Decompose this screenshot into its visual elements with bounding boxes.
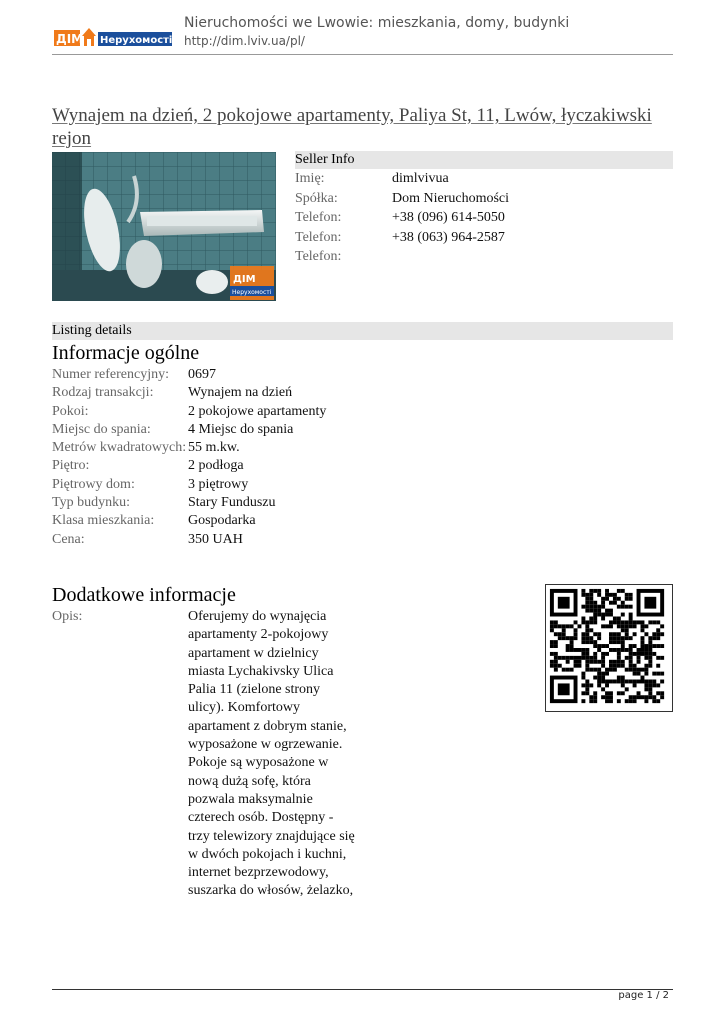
description-text: Oferujemy do wynajęcia apartamenty 2-pokojowy apartament w dzielnicy miasta Lychakivsky Ulica Palia 11 (zielone strony ulicy). Komfortowy apartament z dobrym stanie, wyposażone w ogrzewanie. Pokoje są wyposażone w nową dużą sofę, która pozwala maksymalnie czterech osób. Dostępny - trzy telewizory znajdujące się w dwóch pokojach i kuchni, internet bezprzewodowy, suszarka do włosów, żelazko, [188, 609, 355, 899]
footer-divider [52, 989, 673, 990]
detail-value: 55 m.kw. [188, 440, 240, 456]
seller-label: Telefon: [295, 229, 342, 245]
seller-label: Telefon: [295, 249, 342, 264]
detail-row [52, 531, 452, 549]
listing-details-heading: Listing details [52, 322, 673, 340]
detail-value: 3 piętrowy [188, 476, 249, 492]
detail-value: 2 podłoga [188, 458, 244, 474]
seller-phone-2[interactable]: +38 (063) 964-2587 [392, 229, 505, 245]
qr-code-icon[interactable] [545, 584, 673, 712]
detail-label: Cena: [52, 531, 85, 547]
listing-photo[interactable] [52, 152, 276, 301]
detail-row [52, 457, 452, 475]
seller-label: Imię: [295, 171, 325, 186]
site-title: Nieruchomości we Lwowie: mieszkania, domy, budynki [184, 15, 570, 31]
seller-name: dimlvivua [392, 171, 449, 186]
detail-label: Typ budynku: [52, 495, 130, 511]
detail-value: 4 Miejsc do spania [188, 421, 294, 437]
detail-label: Metrów kwadratowych: [52, 440, 187, 456]
details-table [52, 366, 452, 549]
detail-row [52, 476, 452, 494]
site-url[interactable]: http://dim.lviv.ua/pl/ [184, 34, 305, 48]
listing-title-link[interactable]: Wynajem na dzień, 2 pokojowe apartamenty, Paliya St, 11, Lwów, łyczakiwski rejon [52, 105, 652, 149]
detail-label: Rodzaj transakcji: [52, 385, 154, 401]
detail-label: Numer referencyjny: [52, 367, 169, 382]
seller-label: Spółka: [295, 190, 338, 206]
seller-label: Telefon: [295, 210, 342, 225]
seller-row [295, 228, 673, 248]
seller-row [295, 189, 673, 209]
detail-label: Piętrowy dom: [52, 476, 135, 492]
page-number: page 1 / 2 [618, 990, 669, 1001]
svg-text:Нерухомості: Нерухомості [100, 35, 172, 46]
detail-row [52, 494, 452, 512]
seller-row [295, 208, 673, 228]
site-logo[interactable] [54, 24, 172, 48]
svg-text:ДІМ: ДІМ [233, 274, 256, 285]
detail-value: 0697 [188, 367, 216, 382]
detail-price: 350 UAH [188, 531, 243, 547]
seller-info [295, 151, 673, 267]
detail-label: Piętro: [52, 458, 90, 474]
detail-value: Gospodarka [188, 513, 256, 529]
detail-row [52, 384, 452, 402]
detail-value: Wynajem na dzień [188, 385, 293, 401]
additional-info-heading: Dodatkowe informacje [52, 584, 236, 606]
detail-row [52, 512, 452, 530]
header-divider [52, 54, 673, 55]
seller-row [295, 169, 673, 189]
detail-label: Pokoi: [52, 403, 89, 419]
detail-row [52, 366, 452, 384]
detail-label: Miejsc do spania: [52, 421, 151, 437]
bathroom-photo-icon [52, 152, 276, 301]
seller-phone-1[interactable]: +38 (096) 614-5050 [392, 210, 505, 225]
svg-text:ДІМ: ДІМ [56, 32, 84, 46]
general-info-heading: Informacje ogólne [52, 342, 200, 364]
seller-info-heading: Seller Info [295, 151, 673, 169]
description-label: Opis: [52, 609, 83, 624]
seller-company: Dom Nieruchomości [392, 190, 510, 206]
svg-text:Нерухомості: Нерухомості [232, 289, 272, 296]
detail-value: 2 pokojowe apartamenty [188, 403, 327, 419]
detail-row [52, 421, 452, 439]
detail-label: Klasa mieszkania: [52, 513, 155, 529]
detail-value: Stary Funduszu [188, 495, 276, 511]
seller-row [295, 247, 673, 267]
detail-row [52, 403, 452, 421]
detail-row [52, 439, 452, 457]
